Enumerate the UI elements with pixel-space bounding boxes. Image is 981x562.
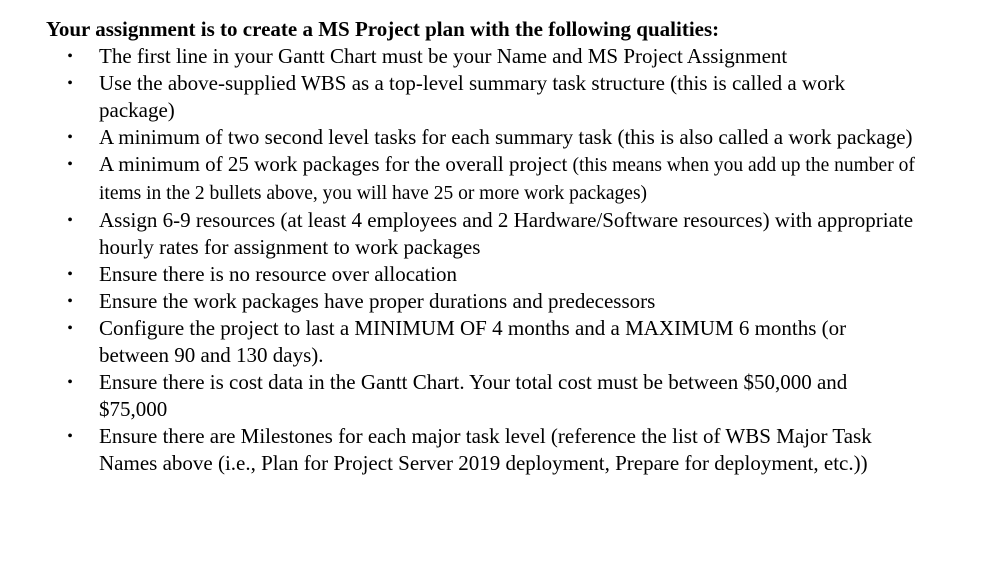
requirement-text: Ensure there is no resource over allocation	[99, 262, 458, 286]
requirement-text: Assign 6-9 resources (at least 4 employees and 2 Hardware/Software resources) with appropriate hourly rates for assignment to work packages	[99, 208, 914, 259]
requirement-item	[46, 288, 946, 315]
requirement-text: Use the above-supplied WBS as a top-level summary task structure (this is called a work package)	[99, 71, 846, 122]
requirement-text: Ensure there is cost data in the Gantt Chart. Your total cost must be between $50,000 and $75,000	[99, 370, 848, 421]
requirement-item	[46, 207, 946, 261]
requirement-text: The first line in your Gantt Chart must be your Name and MS Project Assignment	[99, 44, 788, 68]
bullet-icon: •	[67, 320, 73, 337]
requirement-item	[46, 369, 946, 423]
bullet-icon: •	[67, 374, 73, 391]
bullet-icon: •	[67, 75, 73, 92]
bullet-icon: •	[67, 293, 73, 310]
requirement-aside: (this means when you add up the number of items in the 2 bullets above, you will have 25 or more work packages)	[99, 155, 915, 204]
requirement-text: A minimum of two second level tasks for each summary task (this is also called a work package)	[99, 125, 913, 149]
bullet-icon: •	[67, 129, 73, 146]
requirement-item	[46, 151, 946, 207]
requirement-text: A minimum of 25 work packages for the overall project (this means when you add up the number of items in the 2 bullets above, you will have 25 or more work packages)	[99, 152, 915, 204]
requirement-item	[46, 261, 946, 288]
requirements-list	[46, 43, 946, 477]
requirement-item	[46, 315, 946, 369]
document-body	[46, 16, 946, 477]
requirement-item	[46, 124, 946, 151]
requirement-text: Ensure the work packages have proper durations and predecessors	[99, 289, 656, 313]
bullet-icon: •	[67, 266, 73, 283]
requirement-item	[46, 423, 946, 477]
assignment-heading: Your assignment is to create a MS Project plan with the following qualities:	[46, 17, 720, 41]
requirement-text: Configure the project to last a MINIMUM OF 4 months and a MAXIMUM 6 months (or between 90 and 130 days).	[99, 316, 847, 367]
bullet-icon: •	[67, 428, 73, 445]
bullet-icon: •	[67, 212, 73, 229]
requirement-item	[46, 70, 946, 124]
requirement-item	[46, 43, 946, 70]
requirement-text: Ensure there are Milestones for each major task level (reference the list of WBS Major Task Names above (i.e., Plan for Project Server 2019 deployment, Prepare for deployment, etc.))	[99, 424, 872, 475]
bullet-icon: •	[67, 156, 73, 173]
bullet-icon: •	[67, 48, 73, 65]
